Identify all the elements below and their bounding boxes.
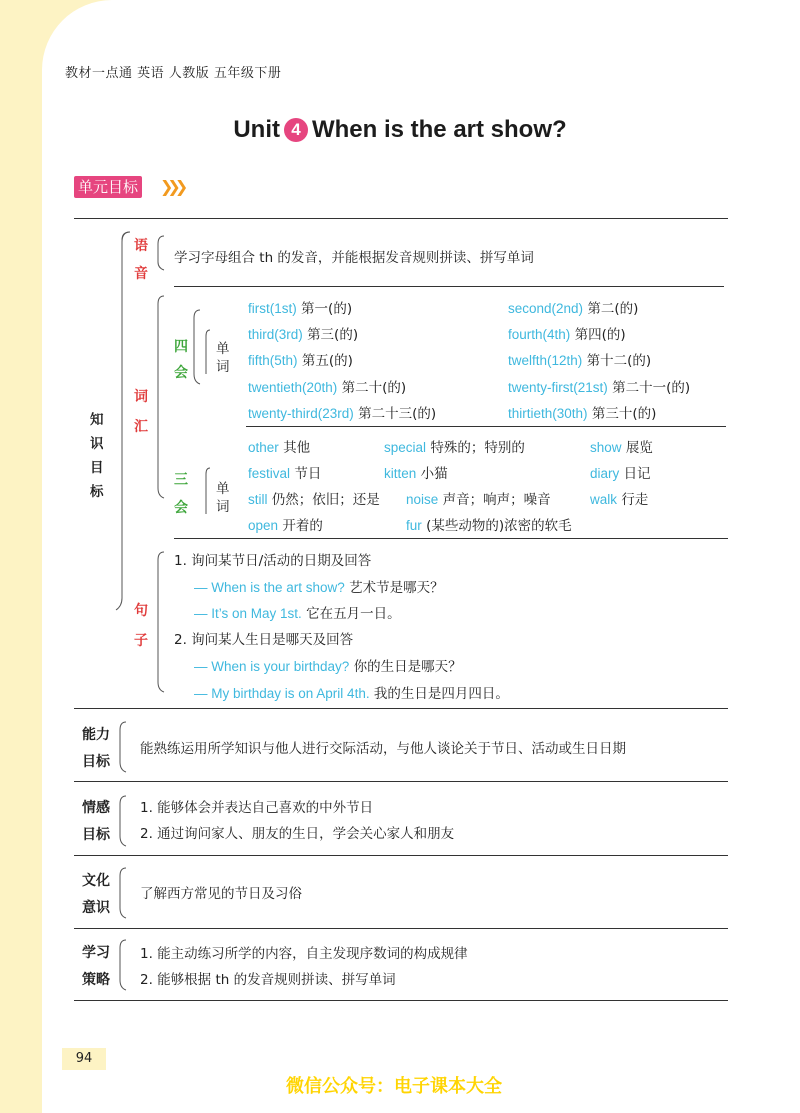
ability-goal-text: 能熟练运用所学知识与他人进行交际活动，与他人谈论关于节日、活动或生日日期 [140, 741, 626, 757]
sanhui-words-label [216, 480, 230, 516]
label-char: 语 [134, 238, 148, 254]
sihui-label [174, 334, 188, 386]
sentence-heading: 1. 询问某节日/活动的日期及回答 [174, 553, 372, 569]
label-char: 词 [216, 499, 230, 515]
vocab-item: fifth(5th) 第五(的) [248, 353, 353, 369]
textbook-page [42, 0, 800, 1113]
vocab-item: fur (某些动物的)浓密的软毛 [406, 518, 572, 534]
label-char: 四 [174, 339, 188, 355]
label-char: 单 [216, 341, 230, 357]
strategy-goal-text: 2. 能够根据 th 的发音规则拼读、拼写单词 [140, 972, 396, 988]
chevron-arrows-icon: ❯❯❯ [160, 177, 183, 196]
label-char: 汇 [134, 419, 148, 435]
sentences-label [134, 596, 148, 656]
vocab-item: twenty-first(21st) 第二十一(的) [508, 380, 691, 396]
vocabulary-label [134, 382, 148, 442]
unit-number-badge: 4 [284, 118, 308, 142]
vocab-item: show 展览 [590, 440, 653, 456]
label-line: 目标 [82, 754, 110, 770]
label-line: 情感 [82, 800, 110, 816]
unit-title-text: When is the art show? [311, 116, 567, 143]
vocab-item: noise 声音；响声；噪音 [406, 492, 551, 508]
section-label-text: 单元目标 [74, 176, 142, 198]
label-char: 词 [134, 389, 148, 405]
label-char: 词 [216, 359, 230, 375]
label-char: 会 [174, 500, 188, 516]
vocab-item: open 开着的 [248, 518, 323, 534]
label-line: 策略 [82, 972, 110, 988]
vocab-item: third(3rd) 第三(的) [248, 327, 359, 343]
emotion-goal-label [82, 795, 110, 849]
label-char: 子 [134, 633, 148, 649]
strategy-goal-text: 1. 能主动练习所学的内容，自主发现序数词的构成规律 [140, 946, 468, 962]
pronunciation-label [134, 232, 148, 288]
vocab-item: thirtieth(30th) 第三十(的) [508, 406, 657, 422]
vocab-item: twenty-third(23rd) 第二十三(的) [248, 406, 437, 422]
culture-goal-label [82, 868, 110, 922]
label-char: 会 [174, 365, 188, 381]
culture-goal-text: 了解西方常见的节日及习俗 [140, 886, 302, 902]
label-line: 目标 [82, 827, 110, 843]
vocab-item: twelfth(12th) 第十二(的) [508, 353, 652, 369]
sentence-heading: 2. 询问某人生日是哪天及回答 [174, 632, 354, 648]
label-char: 三 [174, 472, 188, 488]
vocab-item: walk 行走 [590, 492, 649, 508]
vocab-item: second(2nd) 第二(的) [508, 301, 639, 317]
sentence-example: — It’s on May 1st. 它在五月一日。 [194, 606, 401, 622]
strategy-goal-label [82, 940, 110, 994]
knowledge-goal-label [90, 408, 104, 504]
label-char: 识 [90, 436, 104, 452]
label-char: 目 [90, 460, 104, 476]
vocab-item: diary 日记 [590, 466, 651, 482]
vocab-item: twentieth(20th) 第二十(的) [248, 380, 407, 396]
label-char: 标 [90, 484, 104, 500]
emotion-goal-text: 1. 能够体会并表达自己喜欢的中外节日 [140, 800, 374, 816]
sentence-example: — When is the art show? 艺术节是哪天？ [194, 580, 444, 596]
vocab-item: fourth(4th) 第四(的) [508, 327, 626, 343]
vocab-item: special 特殊的；特别的 [384, 440, 525, 456]
vocab-item: first(1st) 第一(的) [248, 301, 353, 317]
label-line: 能力 [82, 727, 110, 743]
label-line: 意识 [82, 900, 110, 916]
running-header: 教材一点通 英语 人教版 五年级下册 [65, 66, 282, 81]
label-char: 知 [90, 412, 104, 428]
vocab-item: festival 节日 [248, 466, 322, 482]
emotion-goal-text: 2. 通过询问家人、朋友的生日，学会关心家人和朋友 [140, 826, 455, 842]
label-line: 文化 [82, 873, 110, 889]
vocab-item: still 仍然；依旧；还是 [248, 492, 380, 508]
vocab-item: other 其他 [248, 440, 311, 456]
sentence-example: — My birthday is on April 4th. 我的生日是四月四日。 [194, 686, 509, 702]
ability-goal-label [82, 722, 110, 776]
watermark: 微信公众号：电子课本大全 [286, 1076, 502, 1097]
page-number: 94 [62, 1048, 106, 1070]
pronunciation-text: 学习字母组合 th 的发音，并能根据发音规则拼读、拼写单词 [174, 250, 534, 266]
unit-word: Unit [233, 116, 280, 143]
label-char: 句 [134, 603, 148, 619]
sihui-words-label [216, 340, 230, 376]
sanhui-label [174, 466, 188, 522]
label-char: 单 [216, 481, 230, 497]
sentence-example: — When is your birthday? 你的生日是哪天？ [194, 659, 462, 675]
label-line: 学习 [82, 945, 110, 961]
label-char: 音 [134, 266, 148, 282]
vocab-item: kitten 小猫 [384, 466, 448, 482]
